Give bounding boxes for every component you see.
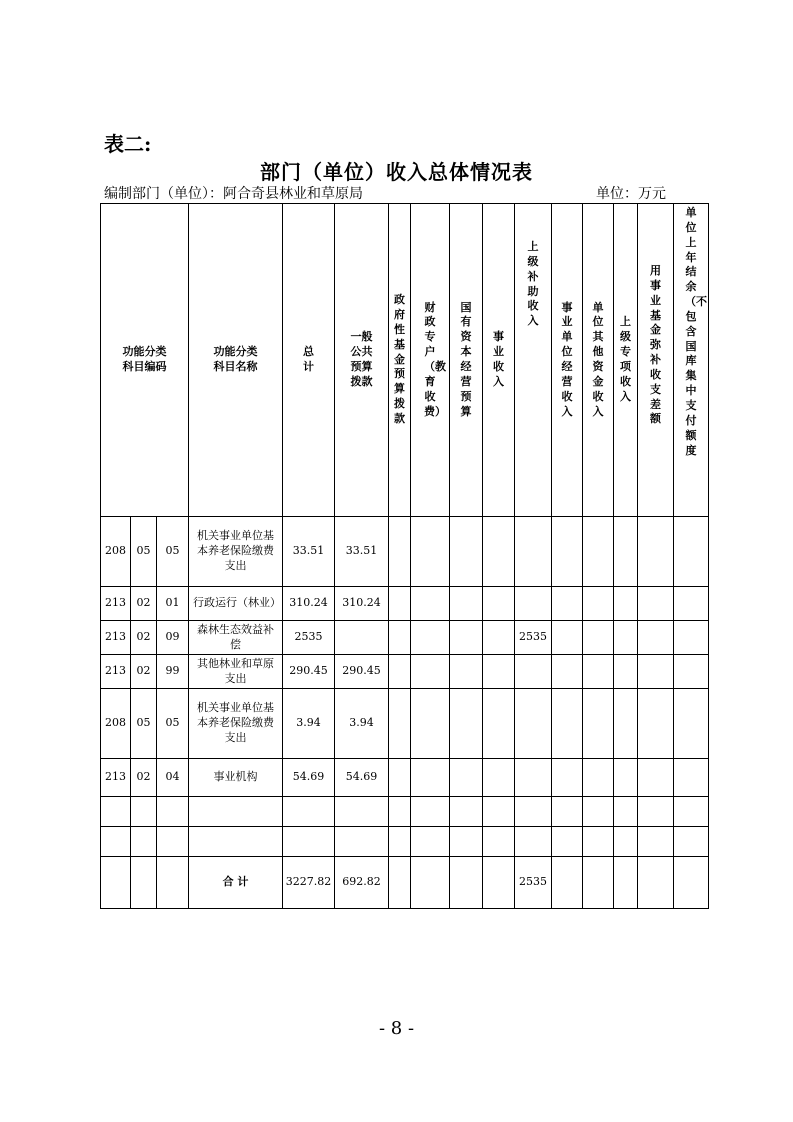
total-cell: 2535 bbox=[283, 621, 335, 655]
general-cell: 3.94 bbox=[335, 689, 389, 759]
header-other: 单位其他资金收入 bbox=[583, 204, 614, 517]
code-class: 213 bbox=[101, 655, 131, 689]
code-class: 208 bbox=[101, 689, 131, 759]
code-item: 99 bbox=[157, 655, 189, 689]
item-name: 机关事业单位基本养老保险缴费支出 bbox=[189, 689, 283, 759]
general-cell: 290.45 bbox=[335, 655, 389, 689]
code-class: 213 bbox=[101, 759, 131, 797]
total-label: 合 计 bbox=[189, 857, 283, 909]
total-cell: 3.94 bbox=[283, 689, 335, 759]
code-section: 05 bbox=[131, 517, 157, 587]
total-cell: 310.24 bbox=[283, 587, 335, 621]
header-row bbox=[101, 204, 709, 517]
item-name: 其他林业和草原支出 bbox=[189, 655, 283, 689]
header-upper-sub: 上级补助收入 bbox=[515, 204, 552, 517]
code-item: 09 bbox=[157, 621, 189, 655]
general-cell bbox=[335, 621, 389, 655]
upper-sub-cell bbox=[515, 517, 552, 587]
header-general: 一般公共预算拨款 bbox=[335, 204, 389, 517]
table-row bbox=[101, 759, 709, 797]
code-class: 208 bbox=[101, 517, 131, 587]
header-biz: 事业收入 bbox=[483, 204, 515, 517]
table-row bbox=[101, 689, 709, 759]
header-carry: 单位上年结余（不包含国库集中支付额度 bbox=[674, 204, 709, 517]
general-total-cell: 692.82 bbox=[335, 857, 389, 909]
code-item: 05 bbox=[157, 689, 189, 759]
upper-sub-cell bbox=[515, 655, 552, 689]
upper-sub-cell: 2535 bbox=[515, 621, 552, 655]
header-soe: 国有资本经营预算 bbox=[450, 204, 483, 517]
code-section: 05 bbox=[131, 689, 157, 759]
item-name: 行政运行（林业） bbox=[189, 587, 283, 621]
table-row bbox=[101, 621, 709, 655]
code-class: 213 bbox=[101, 587, 131, 621]
code-section: 02 bbox=[131, 655, 157, 689]
department-line: 编制部门（单位）：阿合奇县林业和草原局 bbox=[104, 186, 363, 202]
general-cell: 54.69 bbox=[335, 759, 389, 797]
header-edu: 财政专户（教育收费） bbox=[411, 204, 450, 517]
empty-row bbox=[101, 827, 709, 857]
table-row bbox=[101, 517, 709, 587]
upper-sub-cell bbox=[515, 587, 552, 621]
item-name: 事业机构 bbox=[189, 759, 283, 797]
table-label: 表二: bbox=[104, 132, 152, 156]
general-cell: 33.51 bbox=[335, 517, 389, 587]
total-cell: 290.45 bbox=[283, 655, 335, 689]
income-table bbox=[100, 203, 709, 909]
empty-row bbox=[101, 797, 709, 827]
code-item: 05 bbox=[157, 517, 189, 587]
item-name: 森林生态效益补偿 bbox=[189, 621, 283, 655]
code-section: 02 bbox=[131, 621, 157, 655]
header-fund: 政府性基金预算拨款 bbox=[389, 204, 411, 517]
grand-total-cell: 3227.82 bbox=[283, 857, 335, 909]
total-cell: 33.51 bbox=[283, 517, 335, 587]
page-number: - 8 - bbox=[378, 1018, 415, 1039]
code-item: 04 bbox=[157, 759, 189, 797]
table-row bbox=[101, 587, 709, 621]
header-biz-unit: 事业单位经营收入 bbox=[552, 204, 583, 517]
upper-sub-total-cell: 2535 bbox=[515, 857, 552, 909]
header-upper-special: 上级专项收入 bbox=[614, 204, 638, 517]
page-title: 部门（单位）收入总体情况表 bbox=[260, 160, 533, 184]
code-class: 213 bbox=[101, 621, 131, 655]
code-item: 01 bbox=[157, 587, 189, 621]
total-cell: 54.69 bbox=[283, 759, 335, 797]
code-section: 02 bbox=[131, 587, 157, 621]
header-code: 功能分类科目编码 bbox=[101, 204, 189, 517]
general-cell: 310.24 bbox=[335, 587, 389, 621]
upper-sub-cell bbox=[515, 689, 552, 759]
total-row bbox=[101, 857, 709, 909]
upper-sub-cell bbox=[515, 759, 552, 797]
item-name: 机关事业单位基本养老保险缴费支出 bbox=[189, 517, 283, 587]
table-row bbox=[101, 655, 709, 689]
header-name: 功能分类科目名称 bbox=[189, 204, 283, 517]
code-section: 02 bbox=[131, 759, 157, 797]
header-fund-balance: 用事业基金弥补收支差额 bbox=[638, 204, 674, 517]
header-total: 总计 bbox=[283, 204, 335, 517]
unit-line: 单位：万元 bbox=[596, 186, 666, 202]
